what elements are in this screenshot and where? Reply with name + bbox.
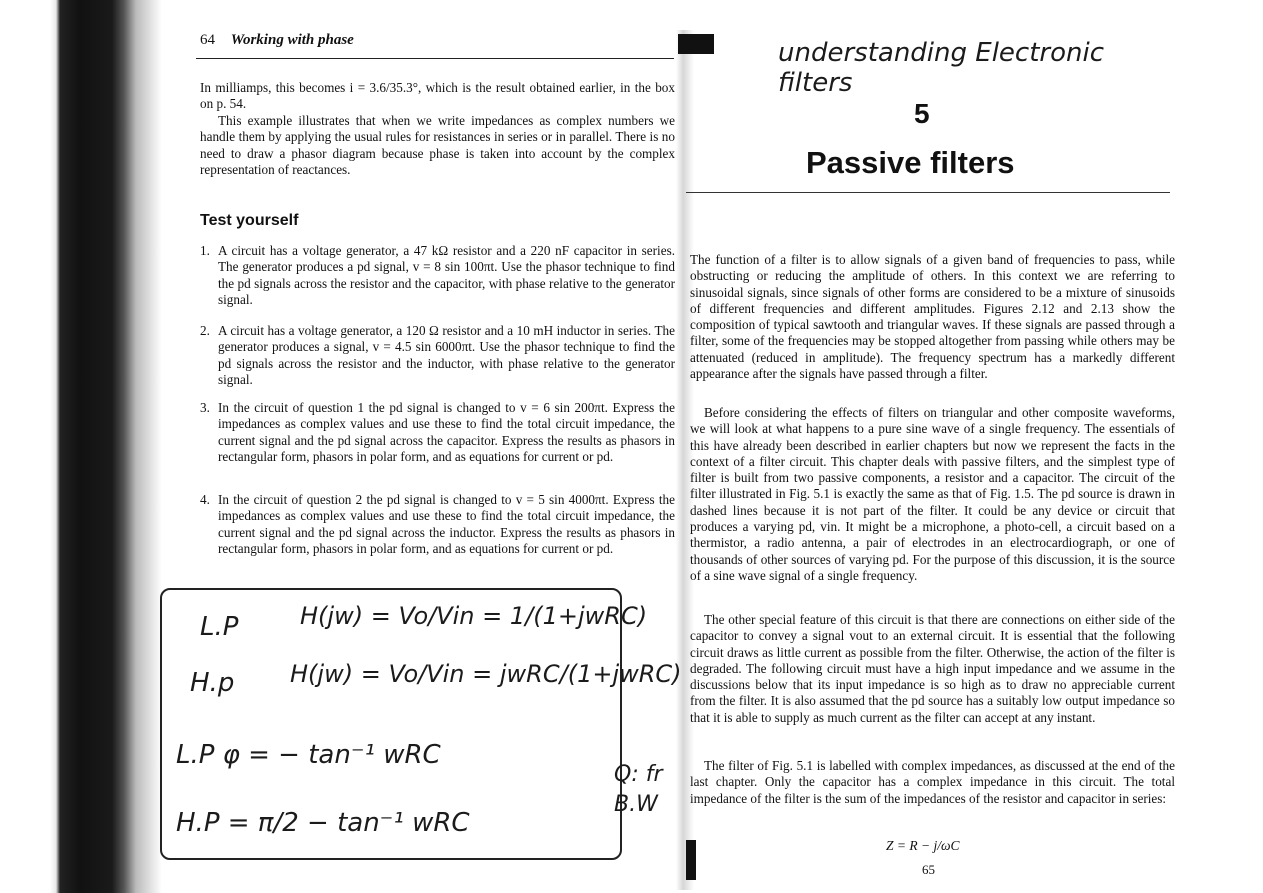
- handwritten-lp-label: L.P: [200, 612, 239, 642]
- intro-paragraph-1: In milliamps, this becomes i = 3.6/35.3°, which is the result obtained earlier, in the box on p. 54.: [200, 80, 675, 112]
- intro-paragraph-2: This example illustrates that when we write impedances as complex numbers we handle them by applying the usual rules for resistances in series or in parallel. There is no need to draw a phasor diagram because phase is taken into account by the complex representation of reactances.: [200, 113, 675, 177]
- handwritten-hp-phase: H.P = π/2 − tan⁻¹ wRC: [176, 808, 470, 838]
- body-paragraph-4: The filter of Fig. 5.1 is labelled with complex impedances, as discussed at the end of the last chapter. Only the capacitor has a complex impedance in this circuit. The total impedance of the filter is the sum of the impedances of the resistor and capacitor in series:: [690, 758, 1175, 806]
- scan-artifact: [678, 34, 714, 54]
- question-number: 2.: [200, 323, 210, 338]
- question-number: 3.: [200, 400, 210, 415]
- question-item: [200, 400, 675, 465]
- header-rule: [196, 58, 674, 59]
- question-text: In the circuit of question 2 the pd signal is changed to v = 5 sin 4000πt. Express the impedances as complex values and use these to find the total circuit impedance, the current signal and the pd signal across the inductor. Express the results as phasors in rectangular form, phasors in polar form, and as equations for current or pd.: [218, 492, 675, 556]
- chapter-title: Passive filters: [806, 145, 1015, 180]
- question-number: 4.: [200, 492, 210, 507]
- header-title: Working with phase: [230, 32, 354, 48]
- book-spine-shadow: [50, 0, 165, 893]
- handwritten-lp-equation: H(jw) = Vo/Vin = 1/(1+jwRC): [300, 602, 648, 630]
- question-text: In the circuit of question 1 the pd signal is changed to v = 6 sin 200πt. Express the impedances as complex values and use these to find the total circuit impedance, the current signal and the pd signal across the capacitor. Express the results as phasors in rectangular form, phasors in polar form, and as equations for current or pd.: [218, 400, 675, 464]
- question-item: [200, 492, 675, 557]
- body-paragraph-1: The function of a filter is to allow signals of a given band of frequencies to pass, while obstructing or reducing the amplitude of others. In this context we are referring to sinusoidal signals, since signals of other forms are considered to be a mixture of sinusoids of different frequencies and different amplitudes. Figures 2.12 and 2.13 show the composition of typical sawtooth and triangular waves. If these signals are passed through a filter, some of the frequencies may be stopped altogether from passing while others may be attenuated (reduced in amplitude). The frequency spectrum has a markedly different appearance after the signals have passed through a filter.: [690, 252, 1175, 382]
- handwritten-lp-phase: L.P φ = − tan⁻¹ wRC: [176, 740, 441, 770]
- scan-artifact: [686, 840, 696, 880]
- handwritten-title-note: understanding Electronic filters: [778, 38, 1105, 98]
- impedance-equation: Z = R − j/ωC: [886, 838, 960, 853]
- body-paragraph-2: Before considering the effects of filters on triangular and other composite waveforms, we will look at what happens to a pure sine wave of a single frequency. The essentials of this have already been described in earlier chapters but now we represent the facts in the context of a filter circuit. This chapter deals with passive filters, and the simplest type of filter is built from two passive components, a resistor and a capacitor. The circuit of the filter illustrated in Fig. 5.1 is exactly the same as that of Fig. 1.5. The pd source is drawn in dashed lines because it is not part of the filter. It could be any device or circuit that produces a varying pd, vin. It might be a microphone, a photo-cell, a circuit based on a thermistor, a radio antenna, a pair of electrodes in an electrocardiograph, or one of thousands of other sources of varying pd. For the purpose of this discussion, it is the source of a sine wave signal of a single frequency.: [690, 405, 1175, 583]
- chapter-number: 5: [914, 98, 930, 129]
- body-paragraph-3: The other special feature of this circuit is that there are connections on either side of the capacitor to convey a signal vout to an external circuit. It is essential that the following circuit draws as little current as possible from the filter. Otherwise, the action of the filter is degraded. The following circuit must have a high input impedance and we assume in the discussions below that its input impedance is so high as to draw no appreciable current from the filter. It is also assumed that the pd source has a suitably low output impedance so that it is able to supply as much current as the filter can accept at any instant.: [690, 612, 1175, 725]
- section-heading: Test yourself: [200, 212, 299, 229]
- question-text: A circuit has a voltage generator, a 120 Ω resistor and a 10 mH inductor in series. The generator produces a signal, v = 4.5 sin 6000πt. Use the phasor technique to find the pd signals across the resistor and the inductor, with phase relative to the generator signal.: [218, 323, 675, 387]
- header-page-number: 64: [200, 32, 215, 48]
- handwritten-side-note: Q: fr B.W: [614, 762, 663, 817]
- handwritten-hp-equation: H(jw) = Vo/Vin = jwRC/(1+jwRC): [290, 660, 682, 688]
- question-number: 1.: [200, 243, 210, 258]
- question-text: A circuit has a voltage generator, a 47 kΩ resistor and a 220 nF capacitor in series. The generator produces a pd signal, v = 8 sin 100πt. Use the phasor technique to find the pd signals across the resistor and the capacitor, with phase relative to the generator signal.: [218, 243, 675, 307]
- question-item: [200, 243, 675, 308]
- chapter-rule: [686, 192, 1170, 193]
- handwritten-hp-label: H.p: [190, 668, 235, 698]
- question-item: [200, 323, 675, 388]
- running-header: [200, 32, 672, 49]
- page-number: 65: [922, 862, 935, 877]
